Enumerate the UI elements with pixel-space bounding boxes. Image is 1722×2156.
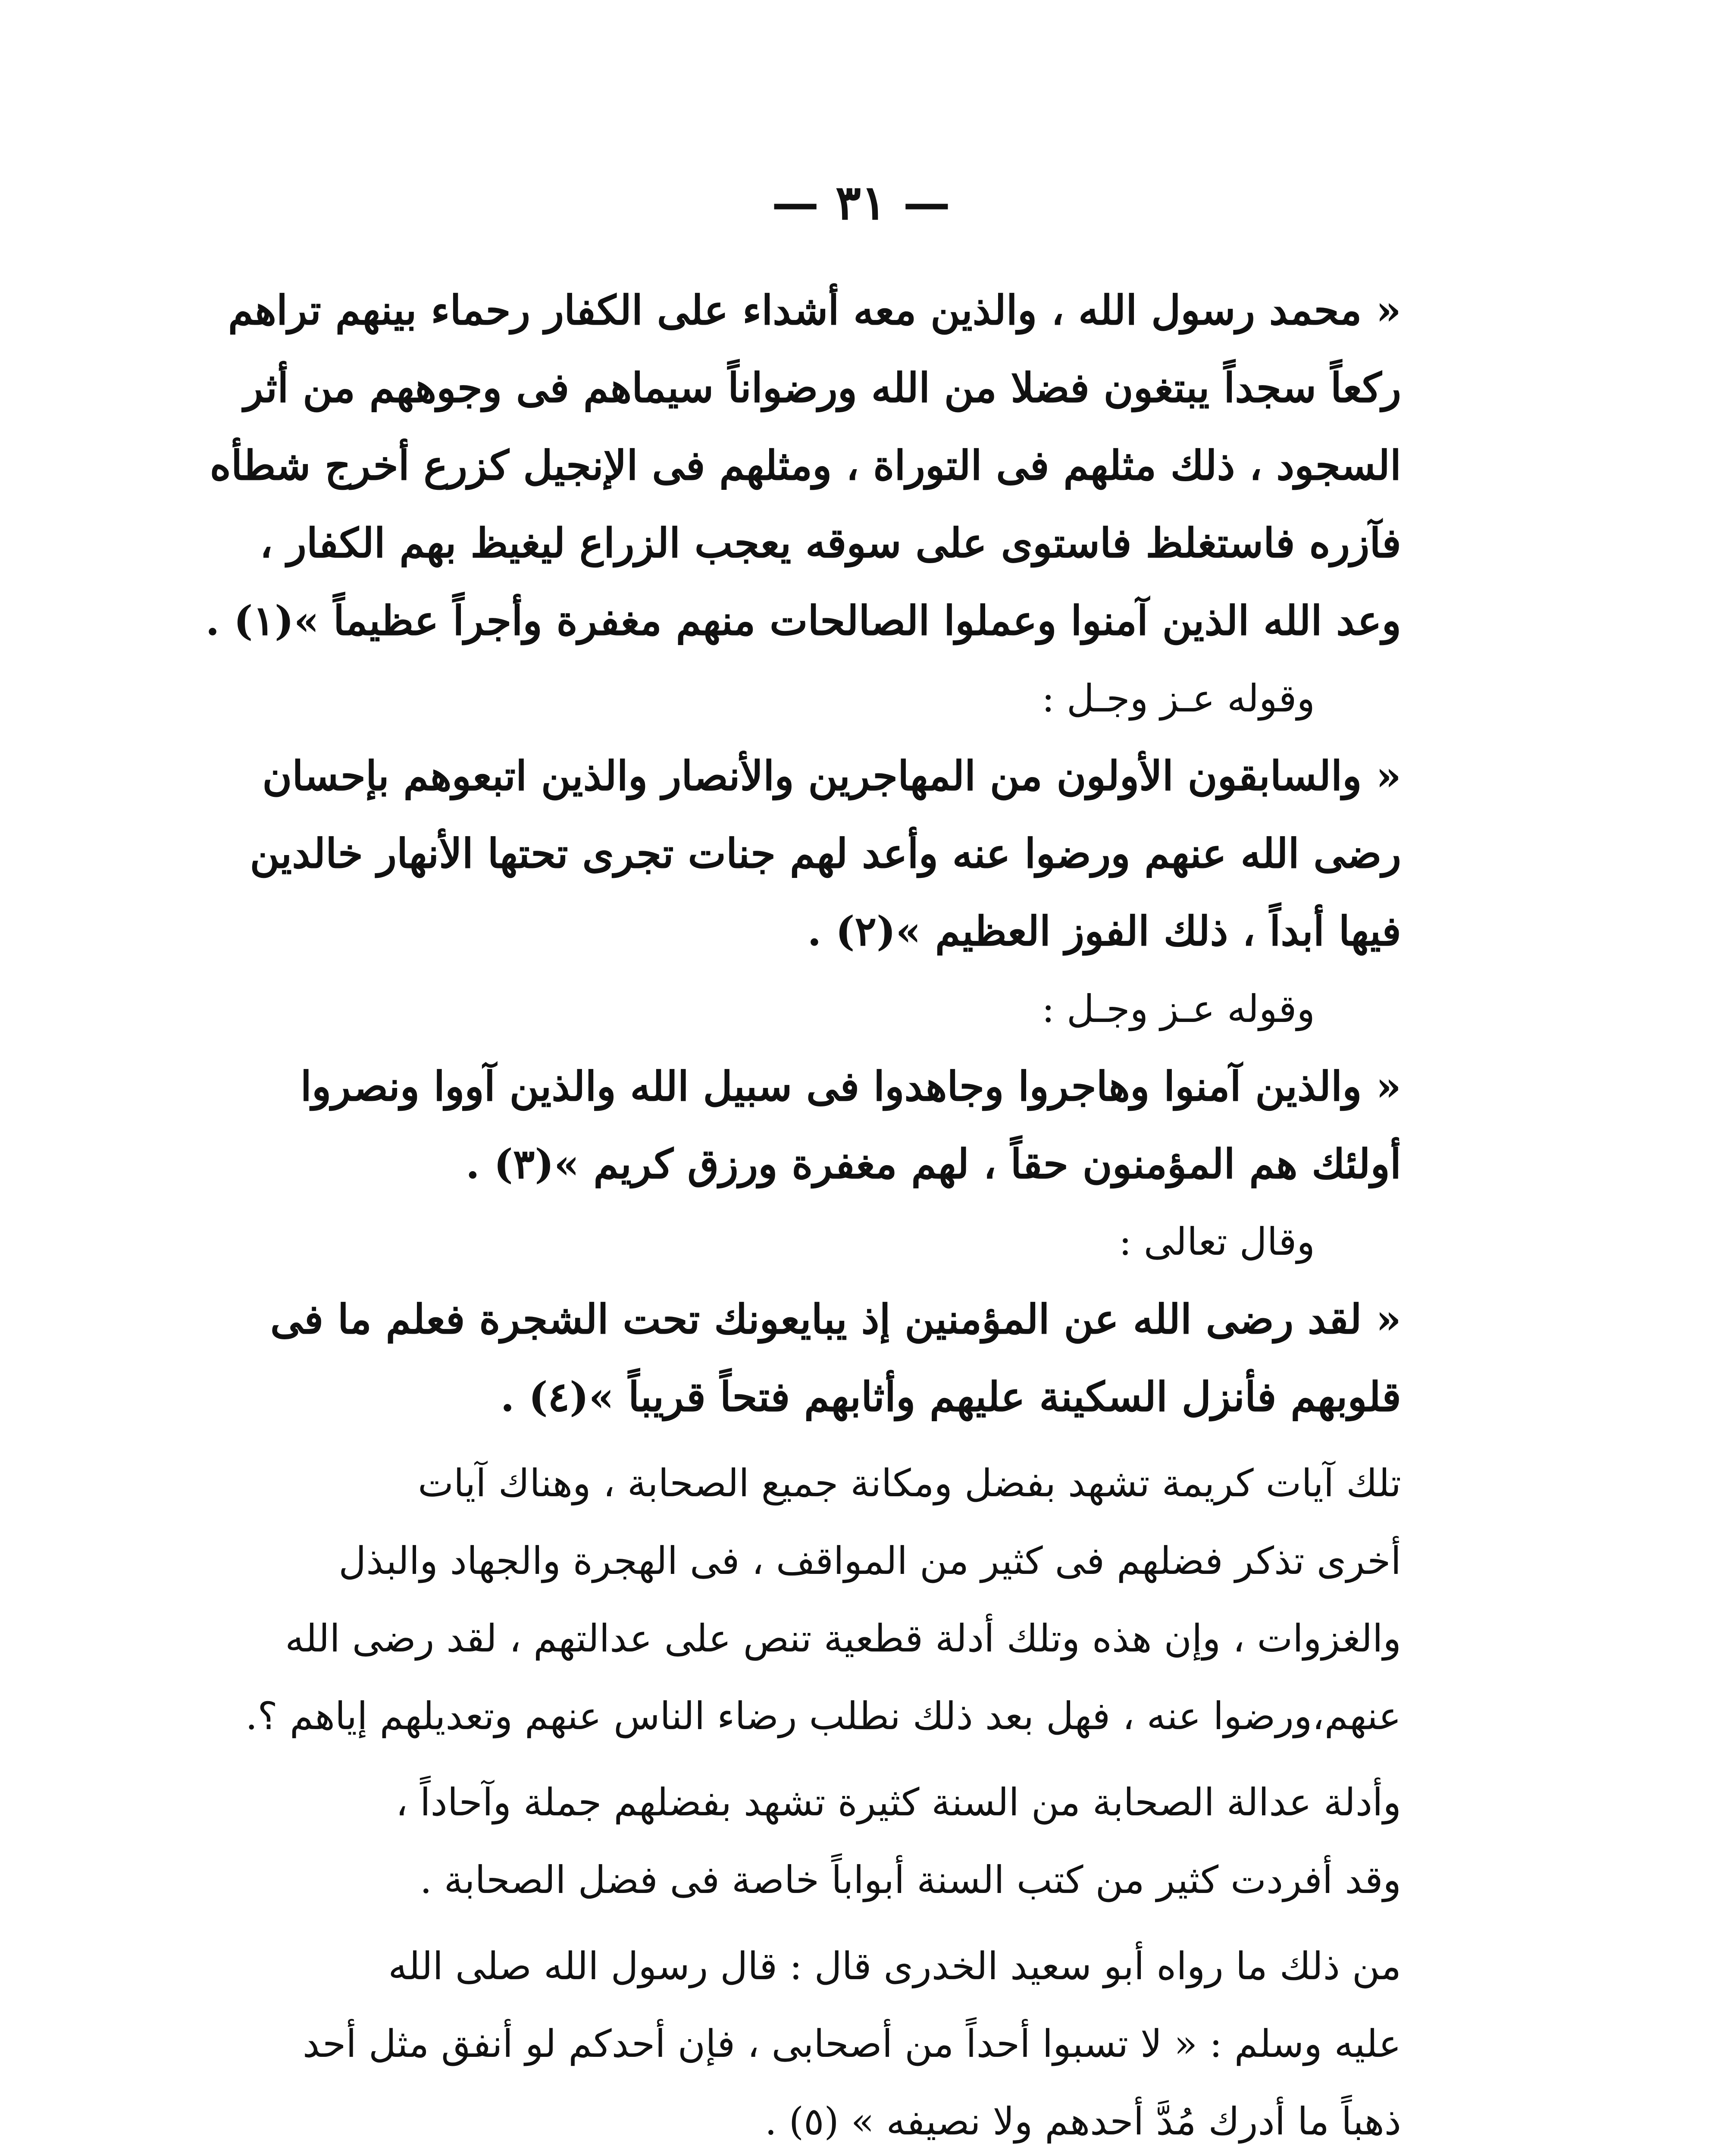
paragraph-line: ذهباً ما أدرك مُدَّ أحدهم ولا نصيفه » (٥) . xyxy=(764,2099,1401,2143)
paragraph-line: أخرى تذكر فضلهم فى كثير من المواقف ، فى الهجرة والجهاد والبذل xyxy=(338,1539,1401,1583)
verse-line: وعد الله الذين آمنوا وعملوا الصالحات منهم مغفرة وأجراً عظيماً »(١) . xyxy=(205,597,1401,645)
verse-line: ركعاً سجداً يبتغون فضلا من الله ورضواناً سيماهم فى وجوههم من أثر xyxy=(244,364,1401,412)
verse-line: أولئك هم المؤمنون حقاً ، لهم مغفرة ورزق كريم »(٣) . xyxy=(465,1141,1401,1188)
verse-line: « والذين آمنوا وهاجروا وجاهدوا فى سبيل الله والذين آووا ونصروا xyxy=(300,1063,1401,1110)
verse-intro: وقوله عـز وجـل : xyxy=(1042,987,1315,1031)
body-text xyxy=(205,272,1401,2156)
verse-line: السجود ، ذلك مثلهم فى التوراة ، ومثلهم فى الإنجيل كزرع أخرج شطأه xyxy=(210,442,1401,489)
verse-line: رضى الله عنهم ورضوا عنه وأعد لهم جنات تجرى تحتها الأنهار خالدين xyxy=(250,830,1401,877)
paragraph-line: والغزوات ، وإن هذه وتلك أدلة قطعية تنص على عدالتهم ، لقد رضى الله xyxy=(285,1616,1401,1661)
paragraph-line: وأدلة عدالة الصحابة من السنة كثيرة تشهد بفضلهم جملة وآحاداً ، xyxy=(395,1780,1401,1824)
paragraph-line: تلك آيات كريمة تشهد بفضل ومكانة جميع الصحابة ، وهناك آيات xyxy=(418,1461,1401,1505)
paragraph-line: من ذلك ما رواه أبو سعيد الخدرى قال : قال رسول الله صلى الله xyxy=(388,1944,1401,1988)
verse-line: « محمد رسول الله ، والذين معه أشداء على الكفار رحماء بينهم تراهم xyxy=(228,287,1401,334)
paragraph-line: وقد أفردت كثير من كتب السنة أبواباً خاصة فى فضل الصحابة . xyxy=(420,1858,1401,1902)
verse-line: قلوبهم فأنزل السكينة عليهم وأثابهم فتحاً قريباً »(٤) . xyxy=(500,1373,1401,1421)
paragraph-line: عليه وسلم : « لا تسبوا أحداً من أصحابى ، فإن أحدكم لو أنفق مثل أحد xyxy=(302,2021,1401,2066)
verse-intro: وقوله عـز وجـل : xyxy=(1042,676,1315,721)
page-number: — ٣١ — xyxy=(771,175,951,230)
verse-line: فيها أبداً ، ذلك الفوز العظيم »(٢) . xyxy=(807,908,1401,955)
verse-line: فآزره فاستغلظ فاستوى على سوقه يعجب الزراع ليغيظ بهم الكفار ، xyxy=(260,520,1401,567)
paragraph-line: عنهم،ورضوا عنه ، فهل بعد ذلك نطلب رضاء الناس عنهم وتعديلهم إياهم ؟. xyxy=(245,1694,1401,1738)
verse-line: « والسابقون الأولون من المهاجرين والأنصار والذين اتبعوهم بإحسان xyxy=(262,752,1401,800)
verse-intro: وقال تعالى : xyxy=(1119,1219,1315,1264)
verse-line: « لقد رضى الله عن المؤمنين إذ يبايعونك تحت الشجرة فعلم ما فى xyxy=(270,1296,1401,1343)
